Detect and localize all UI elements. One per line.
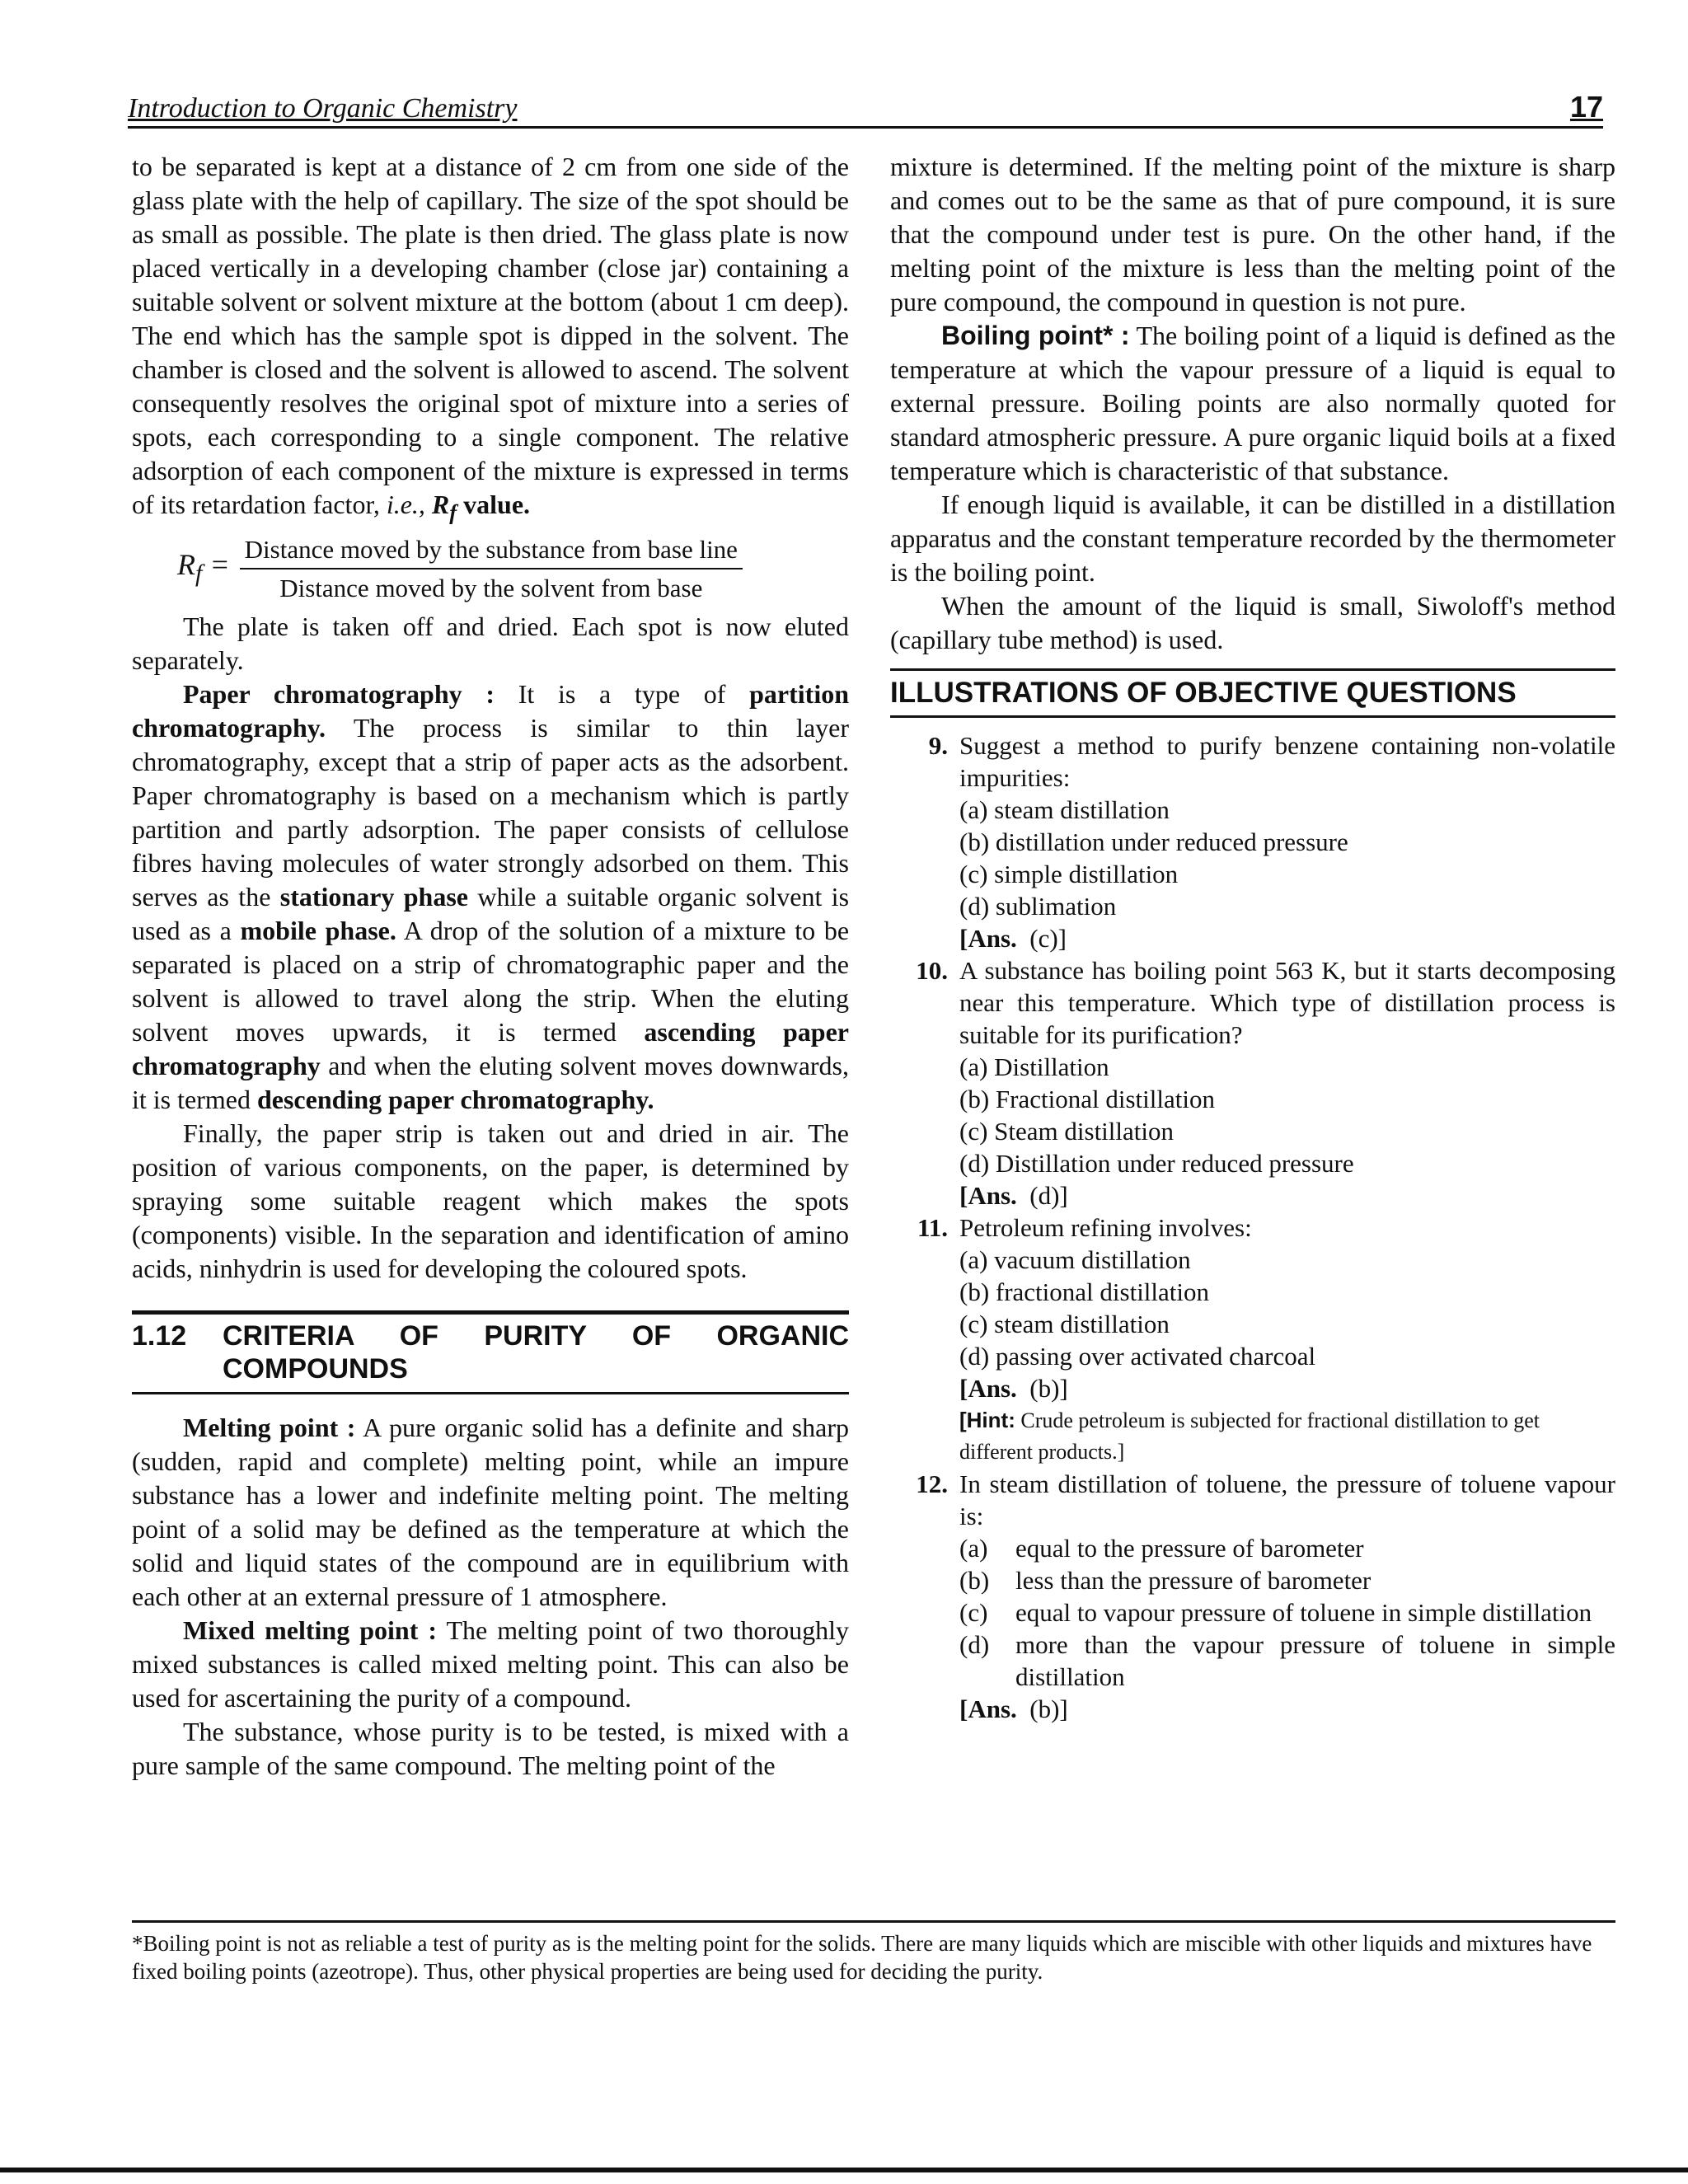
run-in-heading: Melting point :: [183, 1413, 356, 1443]
question-9: [890, 729, 1615, 954]
formula-fraction: [240, 532, 743, 605]
option: (b) Fractional distillation: [959, 1085, 1215, 1113]
paragraph: When the amount of the liquid is small, Siwoloff's method (capillary tube method) is used.: [890, 591, 1615, 654]
bottom-rule: [0, 2168, 1688, 2172]
option: (d) sublimation: [959, 892, 1117, 921]
option: (b) less than the pressure of barometer: [959, 1566, 1372, 1595]
paragraph: [132, 150, 849, 529]
running-title: Introduction to Organic Chemistry: [128, 93, 518, 124]
paragraph-paper-chromatography: Paper chromatography : It is a type of partition chromatography. The process is similar to thin layer chromatography, except that a strip of paper acts as the adsorbent. Paper chromatography is based on a mechanism which is partly partition and partly adsorption. The paper consists of cellulose fibres having molecules of water strongly adsorbed on them. This serves as the stationary phase while a suitable organic solvent is used as a mobile phase. A drop of the solution of a mixture to be separated is placed on a strip of chromatographic paper and the solvent is allowed to travel along the strip. When the eluting solvent moves upwards, it is termed ascending paper chromatography and when the eluting solvent moves downwards, it is termed descending paper chromatography.: [132, 679, 850, 1115]
formula-denominator: Distance moved by the solvent from base: [279, 574, 703, 603]
option: (c) simple distillation: [959, 860, 1179, 888]
option: (a) Distillation: [959, 1052, 1109, 1081]
section-title: CRITERIA OF PURITY OF ORGANIC COMPOUNDS: [223, 1320, 849, 1385]
run-in-heading: Mixed melting point :: [183, 1615, 438, 1646]
question-10: [890, 954, 1615, 1212]
question-text: Petroleum refining involves:: [959, 1213, 1252, 1242]
option: (c) equal to vapour pressure of toluene in simple distillation: [959, 1598, 1592, 1627]
question-text: In steam distillation of toluene, the pressure of toluene vapour is:: [959, 1469, 1615, 1530]
option: (a) steam distillation: [959, 795, 1170, 824]
hint: [Hint: Crude petroleum is subjected for fractional distillation to get different products.]: [959, 1408, 1540, 1464]
paragraph: Finally, the paper strip is taken out and dried in air. The position of various components, on the paper, is determined by spraying some suitable reagent which makes the spots (components) visible. In the separation and identification of amino acids, ninhydrin is used for developing the coloured spots.: [132, 1118, 849, 1284]
text: to be separated is kept at a distance of 2 cm from one side of the glass plate with the help of capillary. The size of the spot should be as small as possible. The plate is then dried. The glass plate is now placed vertically in a developing chamber (close jar) containing a suitable solvent or solvent mixture at the bottom (about 1 cm deep). The end which has the sample spot is dipped in the solvent. The chamber is closed and the solvent is allowed to ascend. The solvent consequently resolves the original spot of mixture into a series of spots, each corresponding to a single component. The relative adsorption of each component of the mixture is expressed in terms of its retardation factor,: [132, 152, 849, 519]
paragraph: The substance, whose purity is to be tested, is mixed with a pure sample of the same compound. The melting point of the: [132, 1717, 849, 1781]
option: (c) steam distillation: [959, 1310, 1170, 1338]
rf-formula: [177, 532, 849, 605]
section-number: 1.12: [132, 1320, 187, 1352]
right-column: [890, 150, 1615, 1725]
question-text: A substance has boiling point 563 K, but it starts decomposing near this temperature. Which type of distillation process is suitable for its purification?: [959, 956, 1615, 1049]
paragraph-melting-point: Melting point : A pure organic solid has a definite and sharp (sudden, rapid and complete) melting point, while an impure substance has a lower and indefinite melting point. The melting point of a solid may be defined as the temperature at which the solid and liquid states of the compound are in equilibrium with each other at an external pressure of 1 atmosphere.: [132, 1413, 850, 1612]
paragraph-boiling-point: Boiling point* : The boiling point of a liquid is defined as the temperature at which the vapour pressure of a liquid is equal to external pressure. Boiling points are also normally quoted for standard atmospheric pressure. A pure organic liquid boils at a fixed temperature which is characteristic of that substance.: [890, 321, 1616, 485]
option: (d) more than the vapour pressure of toluene in simple distillation: [959, 1630, 1615, 1691]
option: (d) Distillation under reduced pressure: [959, 1149, 1354, 1178]
question-number: 10.: [916, 956, 948, 985]
question-text: Suggest a method to purify benzene containing non-volatile impurities:: [959, 731, 1615, 792]
answer: [Ans. (b)]: [959, 1694, 1068, 1723]
answer: [Ans. (d)]: [959, 1181, 1068, 1210]
question-12: [890, 1468, 1615, 1725]
left-column: [132, 150, 849, 1783]
run-in-heading: Paper chromatography :: [183, 679, 495, 710]
formula-lhs: $R_f$ =: [177, 547, 230, 587]
text: value.: [457, 490, 531, 519]
paragraph: mixture is determined. If the melting point of the mixture is sharp and comes out to be the same as that of pure compound, it is sure that the compound under test is pure. On the other hand, if the melting point of the mixture is less than the melting point of the pure compound, the compound in question is not pure.: [890, 152, 1615, 316]
footnote: *Boiling point is not as reliable a test of purity as is the melting point for the solids. There are many liquids which are miscible with other liquids and mixtures have fixed boiling points (azeotrope). Thus, other physical properties are being used for deciding the purity.: [132, 1920, 1615, 1985]
paragraph: The plate is taken off and dried. Each spot is now eluted separately.: [132, 612, 849, 676]
page-number: 17: [1569, 90, 1603, 124]
illustrations-heading: ILLUSTRATIONS OF OBJECTIVE QUESTIONS: [890, 668, 1615, 718]
answer: [Ans. (c)]: [959, 924, 1067, 953]
page-header: [128, 87, 1603, 129]
paragraph-mixed-melting-point: Mixed melting point : The melting point of two thoroughly mixed substances is called mixed melting point. This can also be used for ascertaining the purity of a compound.: [132, 1615, 850, 1713]
run-in-heading: Boiling point* :: [941, 321, 1130, 350]
option: (b) fractional distillation: [959, 1277, 1210, 1306]
option: (a) equal to the pressure of barometer: [959, 1534, 1364, 1563]
rf-subscript: f: [449, 499, 457, 525]
paragraph: If enough liquid is available, it can be distilled in a distillation apparatus and the constant temperature recorded by the thermometer is the boiling point.: [890, 490, 1615, 587]
question-11: [890, 1212, 1615, 1468]
text: i.e.,: [386, 490, 425, 519]
answer: [Ans. (b)]: [959, 1374, 1068, 1403]
option: (d) passing over activated charcoal: [959, 1342, 1316, 1371]
rf-symbol: R: [431, 490, 450, 519]
option: (c) Steam distillation: [959, 1117, 1175, 1146]
question-number: 12.: [916, 1469, 948, 1498]
formula-numerator: Distance moved by the substance from base line: [240, 532, 743, 569]
option: (a) vacuum distillation: [959, 1245, 1191, 1274]
question-number: 9.: [928, 731, 948, 760]
question-number: 11.: [917, 1213, 948, 1242]
option: (b) distillation under reduced pressure: [959, 827, 1348, 856]
section-heading: [132, 1310, 849, 1394]
